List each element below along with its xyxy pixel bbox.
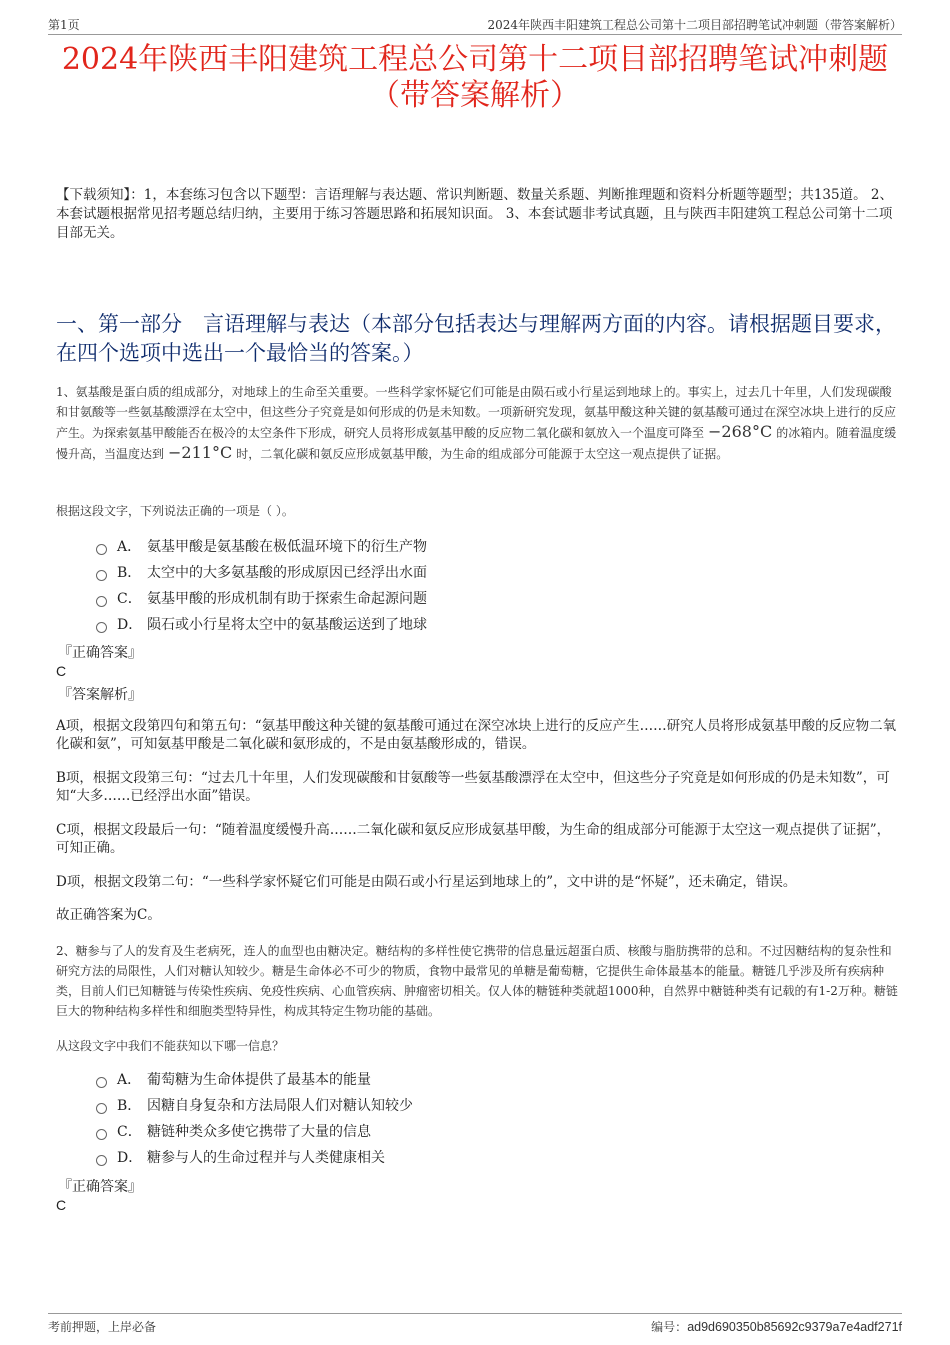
- page-header: [48, 14, 902, 35]
- q1-analysis-label: 『答案解析』: [58, 687, 142, 703]
- download-notice: 【下载须知】：1，本套练习包含以下题型：言语理解与表达题、常识判断题、数量关系题、判断推理题和资料分析题等题型；共135道。 2、本套试题根据常见招考题总结归纳，主要用于练习答题思路和拓展知识面。 3、本套试题非考试真题，且与陕西丰阳建筑工程总公司第十二项目部无关。: [56, 187, 893, 241]
- option-text: 葡萄糖为生命体提供了最基本的能量: [147, 1072, 371, 1088]
- option-key: A．: [117, 539, 142, 555]
- q1-options: [96, 533, 427, 637]
- q2-option-c[interactable]: [96, 1118, 413, 1144]
- q1-passage: [56, 382, 898, 464]
- q2-option-b[interactable]: [96, 1092, 413, 1118]
- option-text: 氨基甲酸是氨基酸在极低温环境下的衍生产物: [147, 539, 427, 555]
- option-key: A．: [117, 1072, 142, 1088]
- section-title: 一、第一部分 言语理解与表达（本部分包括表达与理解两方面的内容。请根据题目要求，在四个选项中选出一个最恰当的答案。）: [56, 312, 896, 365]
- radio-icon[interactable]: [96, 570, 107, 581]
- option-text: 太空中的大多氨基酸的形成原因已经浮出水面: [147, 565, 427, 581]
- q2-option-d[interactable]: [96, 1144, 413, 1170]
- q1-passage-part-c: 时，二氧化碳和氨反应形成氨基甲酸，为生命的组成部分可能源于太空这一观点提供了证据。: [236, 447, 729, 461]
- footer-code: ad9d690350b85692c9379a7e4adf271f: [687, 1320, 902, 1334]
- option-text: 糖参与人的生命过程并与人类健康相关: [147, 1150, 385, 1166]
- q1-answer-label: 『正确答案』: [58, 645, 142, 661]
- radio-icon[interactable]: [96, 596, 107, 607]
- option-key: D．: [117, 617, 143, 633]
- q2-answer-value: C: [56, 1197, 67, 1213]
- q2-question: 从这段文字中我们不能获知以下哪一信息？: [56, 1039, 285, 1053]
- option-text: 糖链种类众多使它携带了大量的信息: [147, 1124, 371, 1140]
- q1-analysis-d: D项，根据文段第二句：“一些科学家怀疑它们可能是由陨石或小行星运到地球上的”，文中讲的是“怀疑”，还未确定，错误。: [56, 874, 797, 890]
- option-text: 陨石或小行星将太空中的氨基酸运送到了地球: [147, 617, 427, 633]
- q1-passage-part-a: 1、氨基酸是蛋白质的组成部分，对地球上的生命至关重要。一些科学家怀疑它们可能是由陨石或小行星运到地球上的。事实上，过去几十年里，人们发现碳酸和甘氨酸等一些氨基酸漂浮在太空中，但这些分子究竟是如何形成的仍是未知数。一项新研究发现，氨基甲酸这种关键的氨基酸可通过在深空冰块上进行的反应产生。为探索氨基甲酸能否在极冷的太空条件下形成，研究人员将形成氨基甲酸的反应物二氧化碳和氨放入一个温度可降至: [56, 385, 897, 440]
- q1-option-b[interactable]: [96, 559, 427, 585]
- footer-slogan: 考前押题，上岸必备: [48, 1320, 157, 1334]
- option-key: C．: [117, 1124, 142, 1140]
- q1-temp-high: −211°C: [168, 443, 233, 462]
- radio-icon[interactable]: [96, 1155, 107, 1166]
- q1-option-a[interactable]: [96, 533, 427, 559]
- option-key: B．: [117, 565, 142, 581]
- option-key: D．: [117, 1150, 143, 1166]
- radio-icon[interactable]: [96, 622, 107, 633]
- option-text: 氨基甲酸的形成机制有助于探索生命起源问题: [147, 591, 427, 607]
- option-key: C．: [117, 591, 142, 607]
- option-key: B．: [117, 1098, 142, 1114]
- radio-icon[interactable]: [96, 544, 107, 555]
- radio-icon[interactable]: [96, 1077, 107, 1088]
- footer-code-label: 编号：: [651, 1320, 688, 1334]
- option-text: 因糖自身复杂和方法局限人们对糖认知较少: [147, 1098, 413, 1114]
- document-title: [40, 42, 910, 114]
- header-doc-title: 2024年陕西丰阳建筑工程总公司第十二项目部招聘笔试冲刺题（带答案解析）: [487, 18, 902, 32]
- q2-answer-label: 『正确答案』: [58, 1179, 142, 1195]
- q2-option-a[interactable]: [96, 1066, 413, 1092]
- q1-analysis-conclusion: 故正确答案为C。: [56, 907, 161, 923]
- q1-analysis-a: A项，根据文段第四句和第五句：“氨基甲酸这种关键的氨基酸可通过在深空冰块上进行的反应产生……研究人员将形成氨基甲酸的反应物二氧化碳和氨”，可知氨基甲酸是二氧化碳和氨形成的，不是由氨基酸形成的，错误。: [56, 718, 897, 752]
- q1-option-c[interactable]: [96, 585, 427, 611]
- radio-icon[interactable]: [96, 1103, 107, 1114]
- q1-analysis-c: C项，根据文段最后一句：“随着温度缓慢升高……二氧化碳和氨反应形成氨基甲酸，为生命的组成部分可能源于太空这一观点提供了证据”，可知正确。: [56, 822, 891, 856]
- q1-analysis-b: B项，根据文段第三句：“过去几十年里，人们发现碳酸和甘氨酸等一些氨基酸漂浮在太空中，但这些分子究竟是如何形成的仍是未知数”，可知“大多……已经浮出水面”错误。: [56, 770, 890, 804]
- footer-code-block: [651, 1318, 902, 1335]
- title-line-1: 2024年陕西丰阳建筑工程总公司第十二项目部招聘笔试冲刺题: [61, 42, 889, 77]
- q1-option-d[interactable]: [96, 611, 427, 637]
- radio-icon[interactable]: [96, 1129, 107, 1140]
- q1-temp-low: −268°C: [708, 422, 773, 441]
- q1-question: 根据这段文字，下列说法正确的一项是（ ）。: [56, 504, 294, 518]
- page-footer: [48, 1313, 902, 1338]
- q1-passage-part-b: 的冰箱内。随着温度缓慢升高，当温度达到: [56, 426, 897, 461]
- q2-passage: 2、糖参与了人的发育及生老病死，连人的血型也由糖决定。糖结构的多样性使它携带的信息量远超蛋白质、核酸与脂肪携带的总和。不过因糖结构的复杂性和研究方法的局限性，人们对糖认知较少。糖是生命体必不可少的物质，食物中最常见的单糖是葡萄糖，它提供生命体最基本的能量。糖链几乎涉及所有疾病种类，目前人们已知糖链与传染性疾病、免疫性疾病、心血管疾病、肿瘤密切相关。仅人体的糖链种类就超1000种，自然界中糖链种类有记载的有1-2万种。糖链巨大的物种结构多样性和细胞类型特异性，构成其特定生物功能的基础。: [56, 944, 898, 1018]
- page-number: 第1页: [48, 18, 80, 32]
- q1-answer-value: C: [56, 663, 67, 679]
- title-line-2: （带答案解析）: [370, 78, 580, 113]
- q2-options: [96, 1066, 413, 1170]
